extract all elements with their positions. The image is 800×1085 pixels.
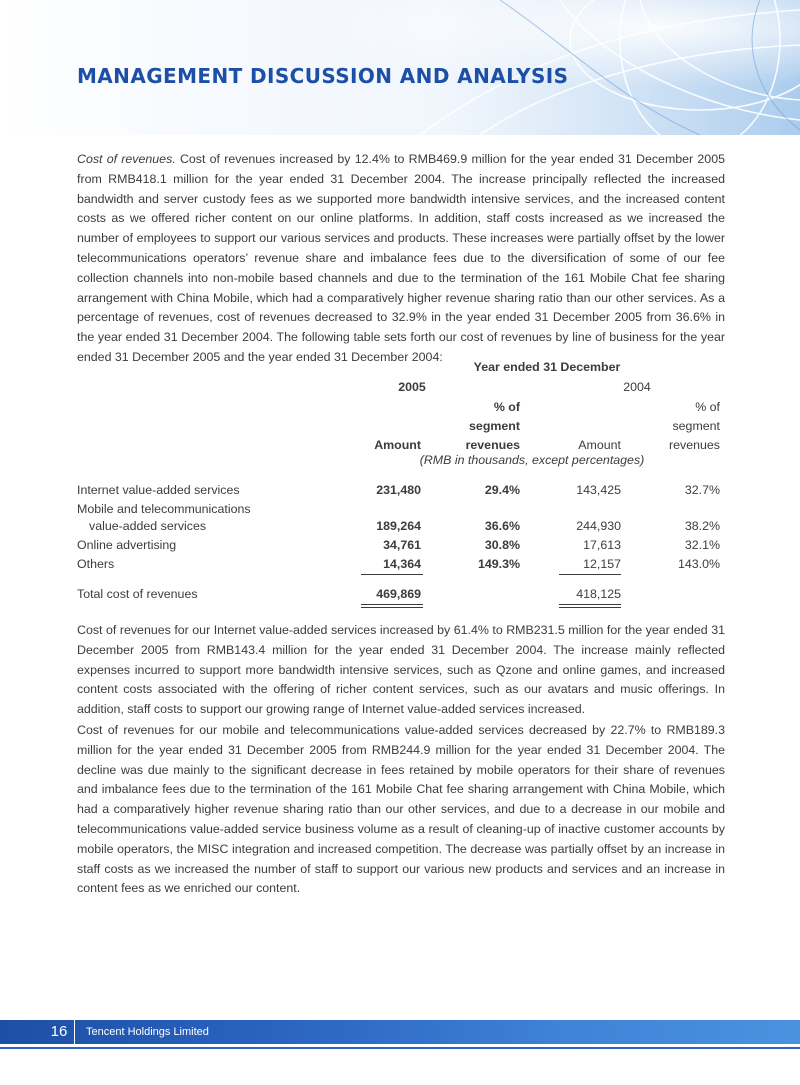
row-amount-2004: 17,613: [583, 538, 621, 552]
total-rule-2005-b: [361, 607, 423, 608]
row-amount-2005: 189,264: [376, 519, 421, 533]
paragraph-text: Cost of revenues increased by 12.4% to RMB469.9 million for the year ended 31 December 2005 from RMB418.1 million for the year ended 31 December 2004. The increase principally reflected the increased bandwidth and server custody fees as we supported more bandwidth intensive services, and the increased content costs as we offered richer content on our online platforms. In addition, staff costs increased as we increased the number of employees to support our various services and products. These increases were partially offset by the lower telecommunications operators’ revenue share and imbalance fees due to the diversification of some of our fee collection channels into non-mobile based channels and due to the termination of the 161 Mobile Chat fee sharing arrangement with China Mobile, which had a comparatively higher revenue sharing ratio than our other services. As a percentage of revenues, cost of revenues decreased to 32.9% in the year ended 31 December 2005 from 36.6% in the year ended 31 December 2004. The following table sets forth our cost of revenues by line of business for the year ended 31 December 2005 and the year ended 31 December 2004:: [77, 152, 725, 364]
paragraph-lead: Cost of revenues.: [77, 152, 176, 166]
pct-2004-header-line3: revenues: [669, 438, 720, 452]
period-header: Year ended 31 December: [473, 360, 621, 374]
amount-2004-header: Amount: [578, 438, 621, 452]
row-amount-2005: 34,761: [383, 538, 421, 552]
amount-2005-header: Amount: [374, 438, 421, 452]
cost-of-revenues-paragraph: [77, 150, 725, 368]
pct-2005-header-line2: segment: [469, 419, 520, 433]
row-label: Internet value-added services: [77, 483, 240, 497]
row-amount-2004: 12,157: [583, 557, 621, 571]
row-amount-2004: 143,425: [576, 483, 621, 497]
pct-2004-header-line2: segment: [672, 419, 720, 433]
row-pct-2005: 149.3%: [477, 557, 520, 571]
page-title: MANAGEMENT DISCUSSION AND ANALYSIS: [77, 64, 569, 88]
footer-line: [0, 1047, 800, 1049]
row-label: Others: [77, 557, 115, 571]
mobile-vas-paragraph: Cost of revenues for our mobile and telecommunications value-added services decreased by 22.7% to RMB189.3 million for the year ended 31 December 2005 from RMB244.9 million for the year ended 31 December 2004. The decline was due mainly to the significant decrease in fees retained by mobile operators for their share of revenues and imbalance fees due to the termination of the 161 Mobile Chat fee sharing arrangement with China Mobile, which had a comparatively higher revenue sharing ratio than our other services, and due to a decrease in our mobile and telecommunications value-added service business volume as a result of cleaning-up of inactive customer accounts by mobile operators, the MISC integration and increased competition. The decrease was partially offset by an increase in staff costs as we increased the number of staff to support our various new products and services and an increase in content fees as we enriched our content.: [77, 723, 725, 896]
page-number: 16: [44, 1020, 75, 1044]
total-amount-2004: 418,125: [576, 587, 621, 601]
row-pct-2005: 29.4%: [484, 483, 520, 497]
row-pct-2004: 143.0%: [677, 557, 720, 571]
row-pct-2004: 32.1%: [684, 538, 720, 552]
units-note: (RMB in thousands, except percentages): [419, 453, 645, 467]
subtotal-rule-2004: [559, 574, 621, 575]
pct-2004-header-line1: % of: [695, 400, 720, 414]
year-2005-header: 2005: [398, 380, 426, 394]
pct-2005-header-line1: % of: [493, 400, 520, 414]
row-pct-2005: 36.6%: [484, 519, 520, 533]
company-name: Tencent Holdings Limited: [86, 1026, 209, 1038]
total-rule-2005-a: [361, 604, 423, 605]
row-amount-2005: 231,480: [376, 483, 421, 497]
row-amount-2005: 14,364: [383, 557, 421, 571]
total-amount-2005: 469,869: [376, 587, 421, 601]
row-pct-2004: 32.7%: [684, 483, 720, 497]
pct-2005-header-line3: revenues: [465, 438, 520, 452]
row-label: Online advertising: [77, 538, 177, 552]
total-rule-2004-a: [559, 604, 621, 605]
year-2004-header: 2004: [623, 380, 651, 394]
cost-of-revenues-table: [77, 360, 725, 610]
total-label: Total cost of revenues: [77, 587, 198, 601]
row-label-line1: Mobile and telecommunications: [77, 502, 251, 516]
subtotal-rule-2005: [361, 574, 423, 575]
row-label: value-added services: [89, 519, 207, 533]
internet-vas-paragraph: Cost of revenues for our Internet value-added services increased by 61.4% to RMB231.5 million for the year ended 31 December 2005 from RMB143.4 million for the year ended 31 December 2004. The increase mainly reflected expenses incurred to support more bandwidth intensive services, such as Qzone and online games, and increased content costs associated with the offering of richer content services, such as our avatars and music offerings. In addition, staff costs to support our growing range of Internet value-added services increased.: [77, 623, 725, 717]
total-rule-2004-b: [559, 607, 621, 608]
row-amount-2004: 244,930: [576, 519, 621, 533]
row-pct-2004: 38.2%: [684, 519, 720, 533]
row-pct-2005: 30.8%: [484, 538, 520, 552]
